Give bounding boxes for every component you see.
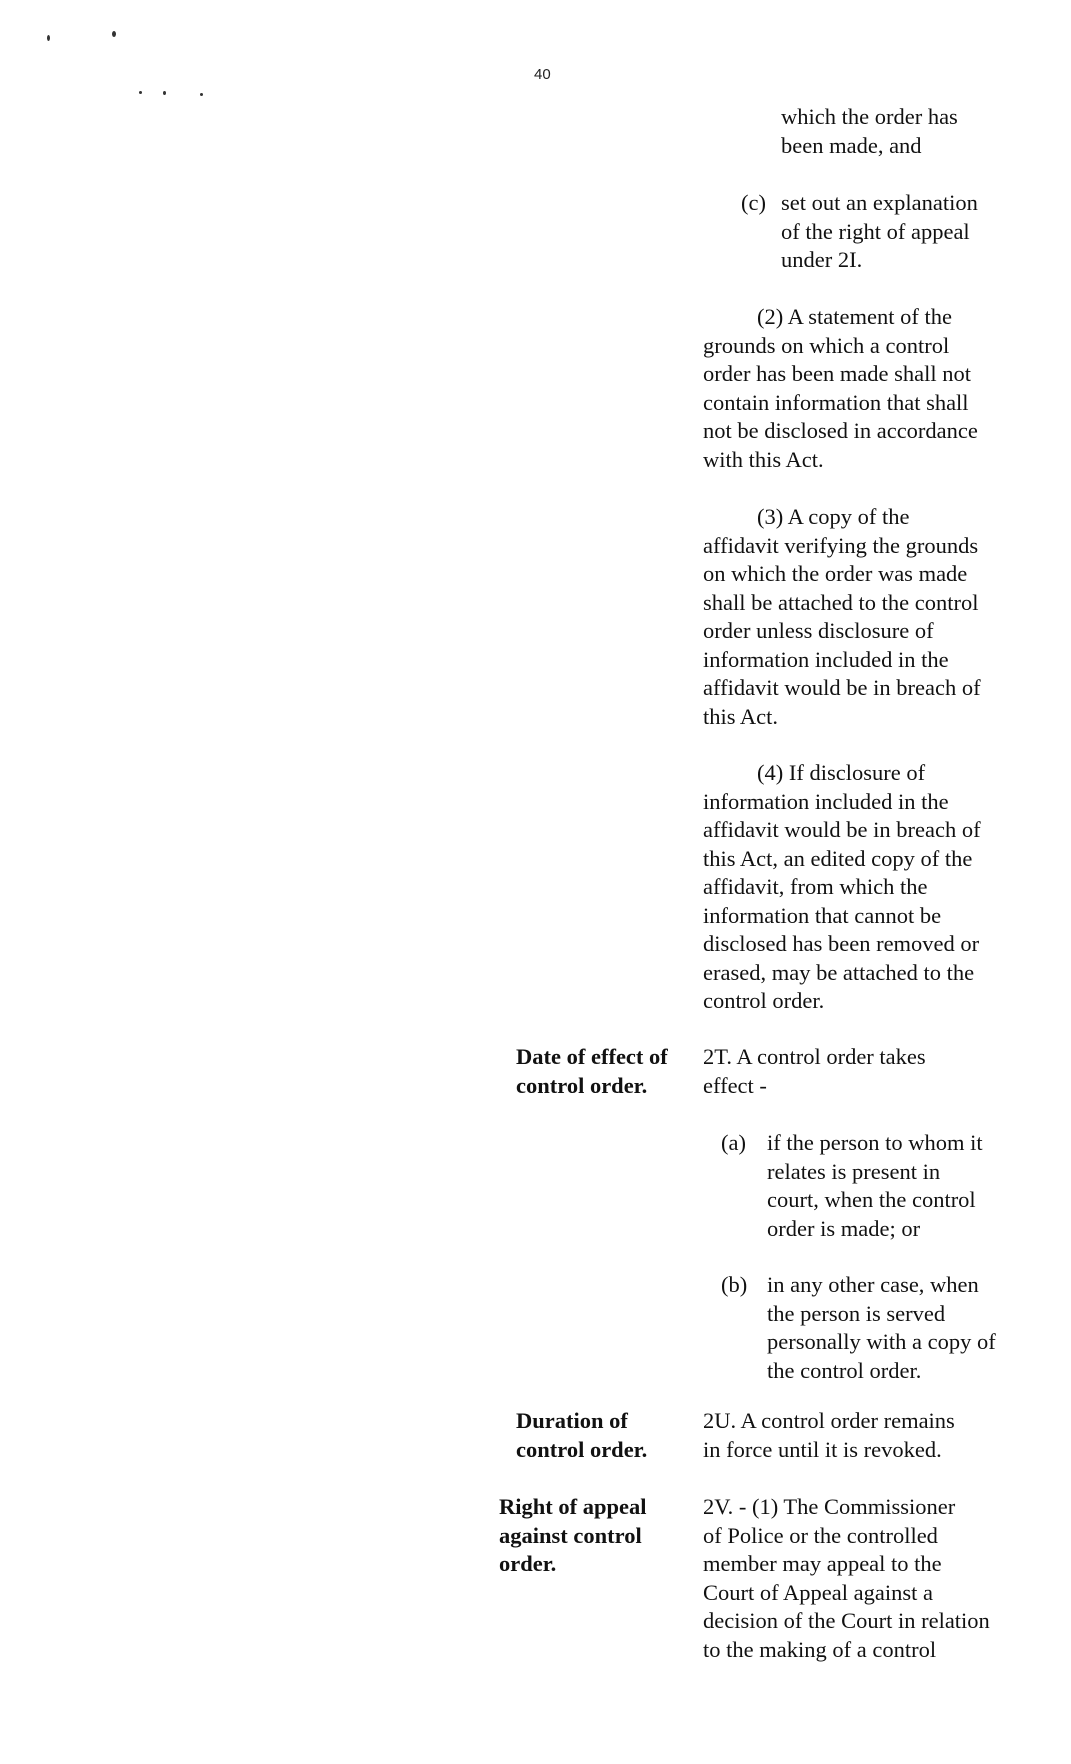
margin-note-line: control order. [516,1072,648,1098]
text-line: this Act, an edited copy of the [703,845,973,871]
margin-note-line: Right of appeal [499,1494,647,1519]
para-c-text [781,189,978,275]
subsection-4 [703,759,981,1016]
text-line: of Police or the controlled [703,1522,938,1548]
text-line: control order. [703,988,825,1013]
text-line: relates is present in [767,1158,941,1184]
text-line: 2U. A control order remains [703,1408,955,1433]
text-line: set out an explanation [781,190,978,215]
text-line: affidavit would be in breach of [703,675,981,700]
para-c-label: (c) [741,190,766,215]
text-line: affidavit, from which the [703,874,928,899]
margin-note-line: Duration of [516,1408,628,1433]
text-line: personally with a copy of [767,1329,996,1354]
text-line: order unless disclosure of [703,618,934,643]
text-line: court, when the control [767,1187,976,1212]
text-line: affidavit would be in breach of [703,817,981,842]
text-line: on which the order was made [703,561,968,586]
margin-note-line: control order. [516,1436,648,1462]
text-line: in any other case, when [767,1272,979,1297]
text-line: to the making of a control [703,1636,937,1662]
margin-note-2T [516,1043,668,1100]
margin-note-2U [516,1407,647,1464]
scan-speck [112,31,116,37]
margin-note-2V [499,1493,647,1579]
continuation-text [781,103,958,160]
text-line: the person is served [767,1300,946,1326]
text-line: under 2I. [781,247,863,272]
margin-note-line: against control [499,1522,642,1548]
text-line: 2T. A control order takes [703,1044,926,1069]
scan-speck [139,91,142,94]
section-2T [703,1043,926,1100]
text-line: shall be attached to the control [703,589,979,615]
text-line: information included in the [703,788,949,814]
page-number: 40 [534,66,551,83]
text-line: Court of Appeal against a [703,1579,933,1605]
text-line: (3) A copy of the [757,504,910,529]
para-a-label: (a) [721,1130,746,1155]
margin-note-line: Date of effect of [516,1044,668,1069]
text-line: information included in the [703,646,949,672]
text-line: not be disclosed in accordance [703,418,978,443]
margin-note-line: order. [499,1551,557,1576]
text-line: in force until it is revoked. [703,1436,942,1462]
scan-speck [163,91,166,95]
text-line: affidavit verifying the grounds [703,532,979,558]
text-line: order has been made shall not [703,361,972,386]
text-line: (4) If disclosure of [757,760,926,785]
para-b-text [767,1271,996,1385]
text-line: decision of the Court in relation [703,1608,990,1633]
text-line: member may appeal to the [703,1551,942,1576]
text-line: contain information that shall [703,389,969,415]
text-line: information that cannot be [703,902,942,928]
text-line: disclosed has been removed or [703,931,980,956]
text-line: of the right of appeal [781,218,970,244]
text-line: 2V. - (1) The Commissioner [703,1494,956,1519]
text-line: which the order has [781,104,958,129]
section-2U [703,1407,955,1464]
text-line: this Act. [703,703,779,729]
para-b-label: (b) [721,1272,748,1297]
subsection-2 [703,303,978,474]
text-line: been made, and [781,132,922,158]
section-2V [703,1493,990,1664]
text-line: the control order. [767,1357,922,1383]
subsection-3 [703,503,981,731]
text-line: if the person to whom it [767,1130,983,1155]
text-line: order is made; or [767,1215,921,1241]
text-line: with this Act. [703,446,824,472]
text-line: (2) A statement of the [757,304,952,329]
scan-speck [47,35,50,41]
scan-speck [200,93,203,96]
text-line: erased, may be attached to the [703,959,975,985]
para-a-text [767,1129,983,1243]
text-line: grounds on which a control [703,332,950,358]
text-line: effect - [703,1072,767,1098]
